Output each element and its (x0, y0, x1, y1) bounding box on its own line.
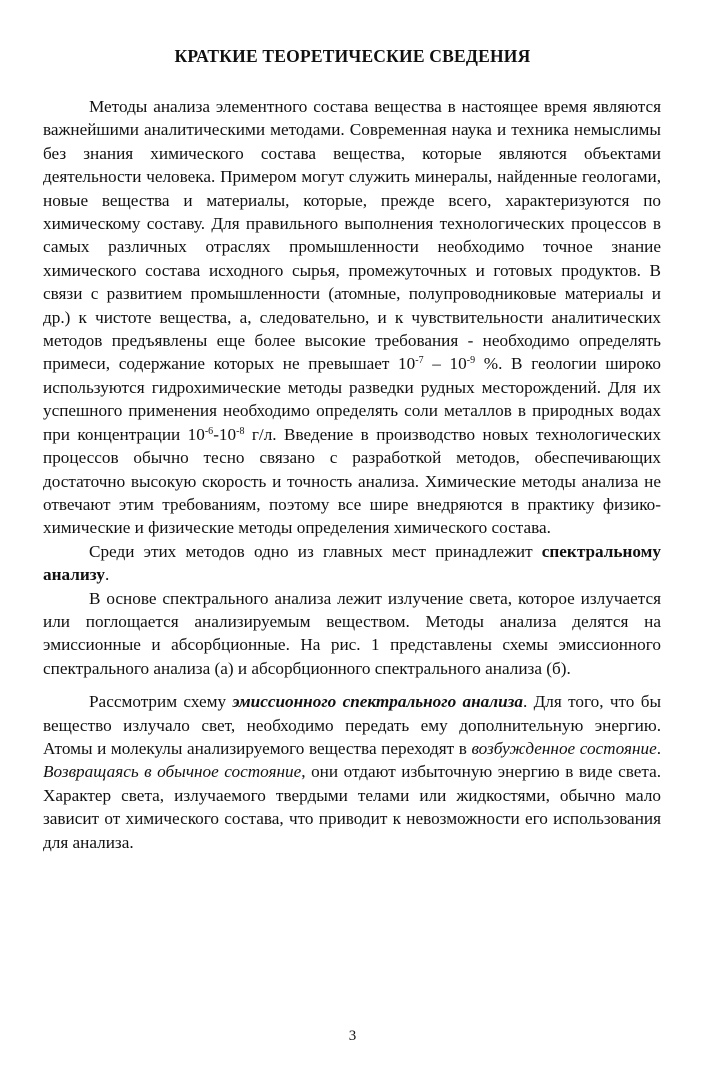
paragraph-3: В основе спектрального анализа лежит излучение света, которое излучается или поглощается анализируемым веществом. Методы анализа делятся на эмиссионные и абсорбционные. На рис. 1 представлены схемы эмиссионного спектрального анализа (а) и абсорбционного спектрального анализа (б). (43, 588, 661, 678)
italic-term: возбужденное состояние (471, 738, 657, 758)
page-number: 3 (348, 1028, 357, 1044)
paragraph-1: Методы анализа элементного состава вещества в настоящее время являются важнейшими аналитическими методами. Современная наука и техника немыслимы без знания химического состава вещества, которые являются объектами деятельности человека. Примером могут служить минералы, найденные геологами, новые вещества и материалы, которые, прежде всего, характеризуются по химическому составу. Для правильного выполнения технологических процессов в самых различных отраслях промышленности необходимо точное знание химического состава исходного сырья, промежуточных и готовых продуктов. В связи с развитием промышленности (атомные, полупроводниковые материалы и др.) к чистоте вещества, а, следовательно, и к чувствительности аналитических методов предъявлены еще более высокие требования - необходимо определять примеси, содержание которых не превышает $10^{-7} - 10^{-9}$ %. В геологии широко используются гидрохимические методы разведки рудных месторождений. Для их успешного применения необходимо определять соли металлов в природных водах при концентрации $10^{-6}-10^{-8}$ г/л. Введение в производство новых технологических процессов обычно тесно связано с разработкой методов, обеспечивающих достаточно высокую скорость и точность анализа. Химические методы анализа не отвечают этим требованиям, поэтому все шире внедряются в практику физико-химические и физические методы определения химического состава. (43, 97, 662, 538)
paragraph-4: Рассмотрим схему эмиссионного спектрального анализа. Для того, что бы вещество излучало свет, необходимо передать ему дополнительную энергию. Атомы и молекулы анализируемого вещества переходят в возбужденное состояние. Возвращаясь в обычное состояние, они отдают избыточную энергию в виде света. Характер света, излучаемого твердыми телами или жидкостями, обычно мало зависит от химического состава, что приводит к невозможности его использования для анализа. (43, 692, 661, 852)
bold-italic-term: эмиссионного спектрального анализа (232, 692, 523, 712)
italic-phrase: Возвращаясь в обычное состояние (43, 762, 302, 782)
section-title: КРАТКИЕ ТЕОРЕТИЧЕСКИЕ СВЕДЕНИЯ (174, 46, 531, 66)
paragraph-2: Среди этих методов одно из главных мест принадлежит спектральному анализу. (43, 541, 661, 585)
bold-term: спектральному анализу (43, 541, 661, 585)
body-text (43, 95, 661, 854)
